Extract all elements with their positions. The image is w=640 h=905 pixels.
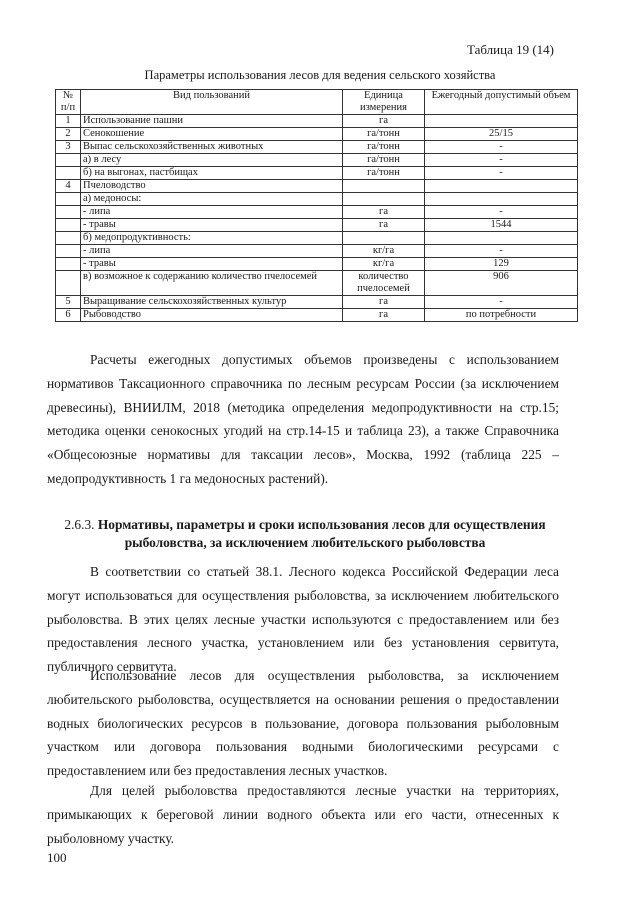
cell-number: 4 <box>56 180 81 193</box>
table-number: Таблица 19 (14) <box>466 42 554 57</box>
parameters-table <box>55 89 578 322</box>
paragraph-usage-basis-text: Использование лесов для осуществления рыболовства, за исключением любительского рыболовства, осуществляется на основании решения о предоставлении водных биологических ресурсов в пользование, договора пользования рыболовным участком или договора пользования водными биологическими ресурсами с предоставлением или без предоставления лесных участков. <box>47 668 559 779</box>
cell-unit: кг/га <box>343 245 425 258</box>
table-row <box>56 258 578 271</box>
section-heading <box>45 516 565 552</box>
table-row <box>56 128 578 141</box>
table-row <box>56 271 578 296</box>
cell-unit: га/тонн <box>343 141 425 154</box>
cell-volume: - <box>425 154 578 167</box>
table-row <box>56 206 578 219</box>
cell-volume: - <box>425 206 578 219</box>
table-header-row <box>56 90 578 115</box>
cell-unit <box>343 193 425 206</box>
cell-number <box>56 245 81 258</box>
cell-volume <box>425 193 578 206</box>
table-row <box>56 115 578 128</box>
cell-number <box>56 258 81 271</box>
table-title: Параметры использования лесов для ведения сельского хозяйства <box>144 68 496 82</box>
cell-kind: Использование пашни <box>81 115 343 128</box>
cell-kind: в) возможное к содержанию количество пчелосемей <box>81 271 343 296</box>
cell-number: 6 <box>56 309 81 322</box>
cell-number <box>56 193 81 206</box>
cell-unit: га <box>343 296 425 309</box>
cell-number <box>56 271 81 296</box>
cell-kind: Выращивание сельскохозяйственных культур <box>81 296 343 309</box>
section-title: Нормативы, параметры и сроки использования лесов для осуществления рыболовства, за исключением любительского рыболовства <box>97 517 546 550</box>
paragraph-plots <box>47 779 559 850</box>
cell-number: 3 <box>56 141 81 154</box>
table-row <box>56 141 578 154</box>
cell-number <box>56 167 81 180</box>
cell-unit: га <box>343 309 425 322</box>
table-row <box>56 232 578 245</box>
cell-volume: - <box>425 141 578 154</box>
cell-volume: 1544 <box>425 219 578 232</box>
cell-volume: - <box>425 296 578 309</box>
cell-kind: а) медоносы: <box>81 193 343 206</box>
table-row <box>56 219 578 232</box>
cell-unit: га <box>343 115 425 128</box>
cell-unit: га <box>343 206 425 219</box>
cell-unit: га/тонн <box>343 167 425 180</box>
cell-volume: 129 <box>425 258 578 271</box>
cell-kind: - травы <box>81 258 343 271</box>
cell-unit: га/тонн <box>343 128 425 141</box>
cell-kind: б) медопродуктивность: <box>81 232 343 245</box>
cell-kind: - липа <box>81 245 343 258</box>
cell-volume <box>425 232 578 245</box>
cell-number <box>56 206 81 219</box>
paragraph-legal-basis <box>47 560 559 679</box>
cell-number: 1 <box>56 115 81 128</box>
table-body <box>56 115 578 322</box>
cell-unit <box>343 232 425 245</box>
cell-kind: - липа <box>81 206 343 219</box>
cell-number <box>56 232 81 245</box>
table-row <box>56 193 578 206</box>
cell-kind: Выпас сельскохозяйственных животных <box>81 141 343 154</box>
table-row <box>56 154 578 167</box>
cell-number <box>56 154 81 167</box>
table-row <box>56 180 578 193</box>
cell-volume: - <box>425 167 578 180</box>
cell-number: 5 <box>56 296 81 309</box>
cell-kind: а) в лесу <box>81 154 343 167</box>
page-number: 100 <box>47 850 67 865</box>
paragraph-usage-basis <box>47 664 559 783</box>
cell-volume <box>425 180 578 193</box>
cell-kind: Пчеловодство <box>81 180 343 193</box>
paragraph-plots-text: Для целей рыболовства предоставляются лесные участки на территориях, примыкающих к береговой линии водного объекта или его части, отнесенных к рыболовному участку. <box>47 783 559 846</box>
column-header-number: № п/п <box>56 90 81 115</box>
cell-volume <box>425 115 578 128</box>
cell-unit: количество пчелосемей <box>343 271 425 296</box>
section-number: 2.6.3. <box>64 517 95 532</box>
column-header-volume: Ежегодный допустимый объем <box>425 90 578 115</box>
cell-unit <box>343 180 425 193</box>
cell-kind: б) на выгонах, пастбищах <box>81 167 343 180</box>
cell-volume: 906 <box>425 271 578 296</box>
table-row <box>56 309 578 322</box>
cell-unit: га <box>343 219 425 232</box>
column-header-unit: Единица измерения <box>343 90 425 115</box>
cell-unit: га/тонн <box>343 154 425 167</box>
paragraph-calculations-text: Расчеты ежегодных допустимых объемов произведены с использованием нормативов Таксационного справочника по лесным ресурсам России (за исключением древесины), ВНИИЛМ, 2018 (методика определения медопродуктивности на стр.15; методика оценки сенокосных угодий на стр.14-15 и таблица 23), а также Справочника «Общесоюзные нормативы для таксации лесов», Москва, 1992 (таблица 225 –медопродуктивность 1 га медоносных растений). <box>47 352 559 486</box>
cell-unit: кг/га <box>343 258 425 271</box>
cell-kind: Рыбоводство <box>81 309 343 322</box>
table-row <box>56 296 578 309</box>
paragraph-calculations <box>47 348 559 491</box>
paragraph-legal-basis-text: В соответствии со статьей 38.1. Лесного кодекса Российской Федерации леса могут использоваться для осуществления рыболовства, за исключением любительского рыболовства. В этих целях лесные участки используются с предоставлением или без предоставления лесного участка, установлением или без установления сервитута, публичного сервитута. <box>47 564 559 675</box>
cell-number <box>56 219 81 232</box>
cell-number: 2 <box>56 128 81 141</box>
cell-volume: по потребности <box>425 309 578 322</box>
cell-kind: Сенокошение <box>81 128 343 141</box>
column-header-kind: Вид пользований <box>81 90 343 115</box>
cell-volume: - <box>425 245 578 258</box>
cell-volume: 25/15 <box>425 128 578 141</box>
cell-kind: - травы <box>81 219 343 232</box>
table-row <box>56 167 578 180</box>
table-row <box>56 245 578 258</box>
